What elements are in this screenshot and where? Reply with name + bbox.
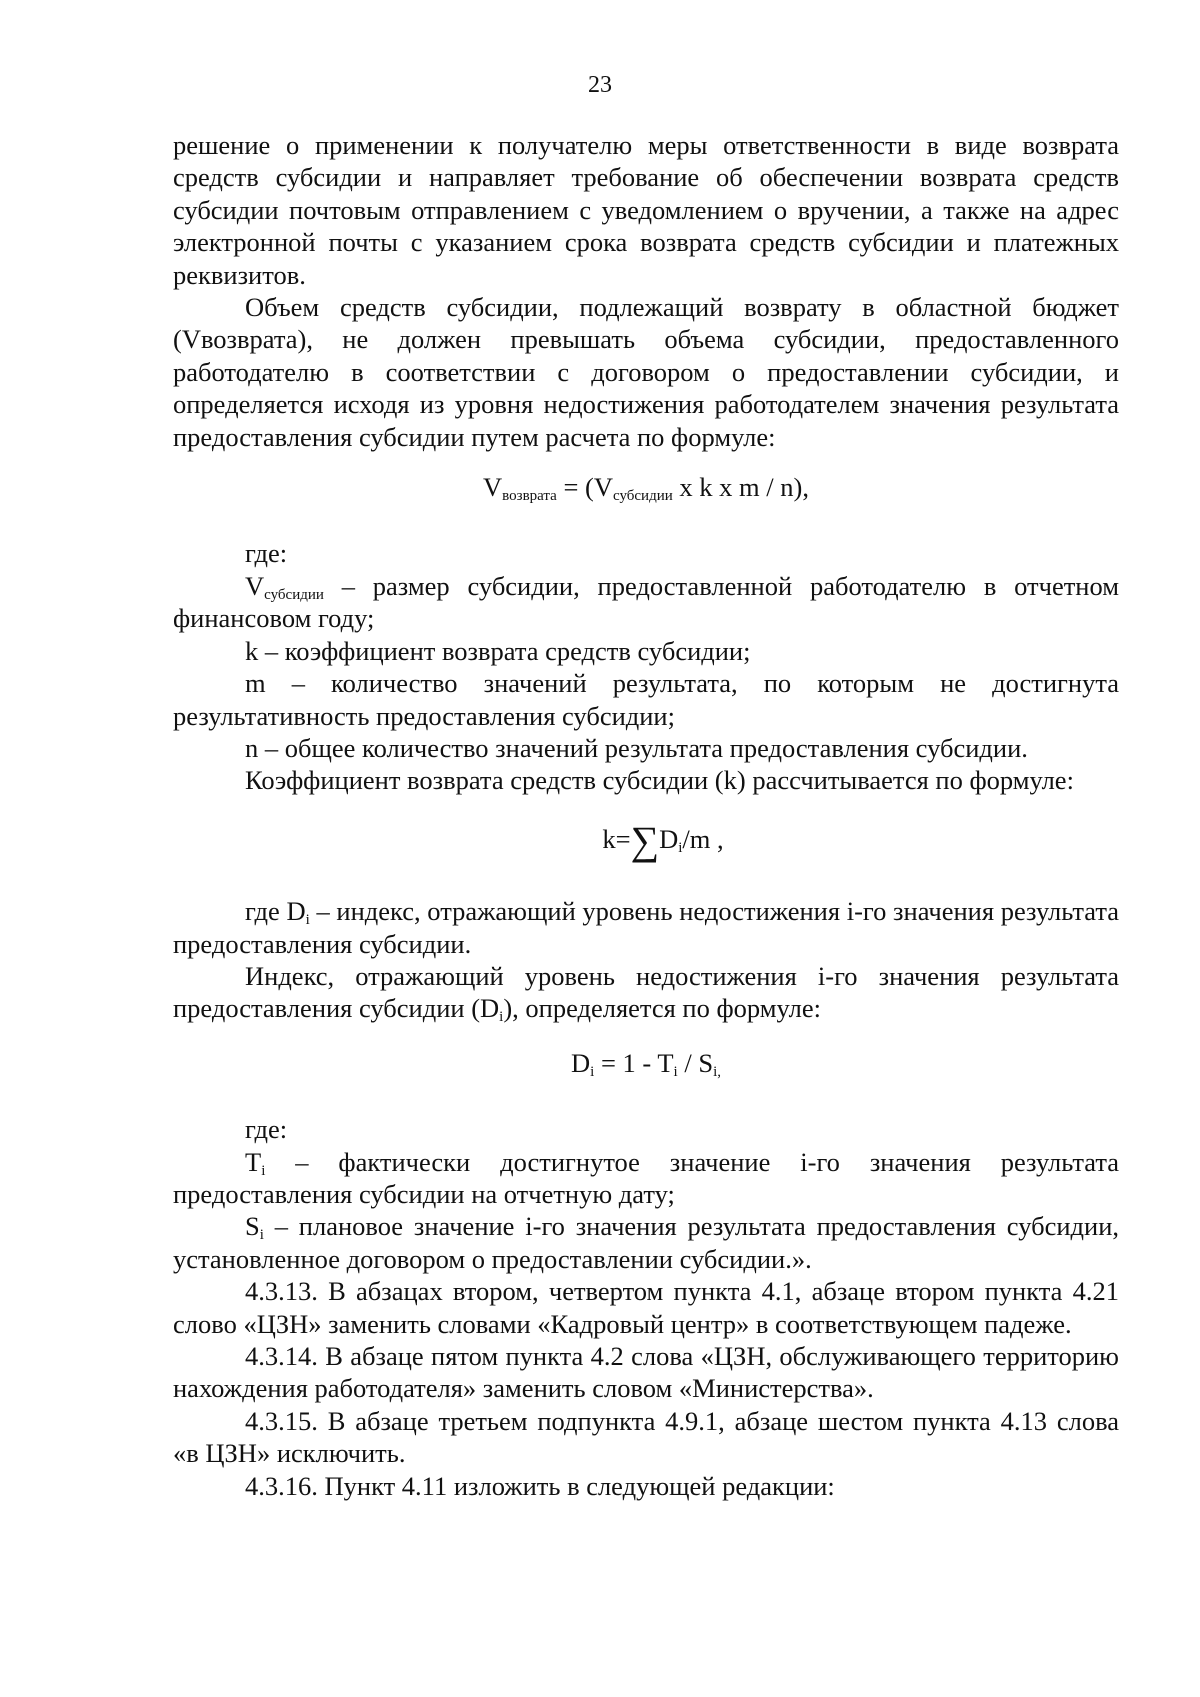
formula-k <box>173 817 1119 863</box>
formula2-d: D <box>659 823 679 854</box>
si-symbol: S <box>245 1211 260 1242</box>
ti-text: – фактически достигнутое значение i-го значения результата предоставления субсидии на отчетную дату; <box>173 1146 1119 1209</box>
vsub-text: – размер субсидии, предоставленной работодателю в отчетном финансовом году; <box>173 570 1119 634</box>
paragraph-decision: решение о применении к получателю меры ответственности в виде возврата средств субсидии и направляет требование об обеспечении возврата средств субсидии почтовым отправлением с уведомлением о вручении, а также на адрес электронной почты с указанием срока возврата средств субсидии и платежных реквизитов. <box>173 130 1119 290</box>
ti-subscript: i <box>261 1162 266 1179</box>
formula2-d-sub: i <box>678 839 683 856</box>
formula2-tail: /m <box>682 823 711 854</box>
definition-m: m – количество значений результата, по которым не достигнута результативность предоставления субсидии; <box>173 668 1119 731</box>
paragraph-di-intro <box>173 960 1119 1025</box>
formula1-mid: = (V <box>556 472 613 503</box>
formula3-d: D <box>571 1047 591 1078</box>
si-subscript: i <box>259 1227 264 1244</box>
formula3-s-sub: i, <box>713 1063 721 1080</box>
paragraph-4-3-14: 4.3.14. В абзаце пятом пункта 4.2 слова «ЦЗН, обслуживающего территорию нахождения работодателя» заменить словом «Министерства». <box>173 1341 1119 1404</box>
di-intro-sub: i <box>499 1009 504 1026</box>
di-where-a: где D <box>245 896 306 927</box>
definition-si <box>173 1210 1119 1275</box>
si-text: – плановое значение i-го значения результата предоставления субсидии, установленное договором о предоставлении субсидии.». <box>173 1211 1119 1274</box>
paragraph-k-intro: Коэффициент возврата средств субсидии (k) рассчитывается по формуле: <box>245 765 1074 796</box>
paragraph-4-3-13: 4.3.13. В абзацах втором, четвертом пункта 4.1, абзаце втором пункта 4.21 слово «ЦЗН» заменить словами «Кадровый центр» в соответствующем падеже. <box>173 1276 1119 1339</box>
ti-symbol: T <box>245 1146 262 1177</box>
formula3-mid: = 1 - T <box>594 1047 674 1078</box>
paragraph-4-3-16: 4.3.16. Пункт 4.11 изложить в следующей редакции: <box>245 1470 835 1501</box>
paragraph-return-volume: Объем средств субсидии, подлежащий возврату в областной бюджет (Vвозврата), не должен превышать объема субсидии, предоставленного работодателю в соответствии с договором о предоставлении субсидии, и определяется исходя из уровня недостижения работодателем значения результата предоставления субсидии путем расчета по формуле: <box>173 292 1119 452</box>
document-body <box>173 129 1119 1502</box>
vsub-symbol: V <box>245 570 265 601</box>
formula1-vsub-sub: субсидии <box>613 488 673 505</box>
formula-di <box>173 1047 1119 1079</box>
where-label-2: где: <box>245 1114 288 1145</box>
sigma-icon: ∑ <box>630 817 660 863</box>
definition-n: n – общее количество значений результата предоставления субсидии. <box>245 732 1028 763</box>
page-number: 23 <box>588 72 612 98</box>
paragraph-di-where <box>173 895 1119 960</box>
definition-k: k – коэффициент возврата средств субсидии; <box>245 635 751 666</box>
di-where-sub: i <box>305 912 310 929</box>
formula3-d-sub: i <box>590 1063 595 1080</box>
di-intro-a: Индекс, отражающий уровень недостижения i-го значения результата предоставления субсидии (D <box>173 960 1119 1024</box>
formula3-t-sub: i <box>673 1063 678 1080</box>
paragraph-4-3-15: 4.3.15. В абзаце третьем подпункта 4.9.1, абзаце шестом пункта 4.13 слова «в ЦЗН» исключить. <box>173 1405 1119 1469</box>
formula1-v-sub: возврата <box>502 488 557 505</box>
formula2-lhs: k= <box>602 823 631 854</box>
di-intro-b: ), определяется по формуле: <box>503 993 821 1024</box>
formula3-slash: / S <box>677 1047 714 1078</box>
di-where-b: – индекс, отражающий уровень недостижения i-го значения результата предоставления субсидии. <box>173 896 1119 959</box>
formula1-tail: x k x m / n), <box>672 472 809 503</box>
vsub-subscript: субсидии <box>264 586 324 603</box>
formula-return-volume <box>173 471 1119 503</box>
definition-ti <box>173 1146 1119 1211</box>
definition-vsub <box>173 570 1119 635</box>
formula2-comma: , <box>710 823 724 854</box>
where-label-1: где: <box>245 538 288 569</box>
formula1-v: V <box>483 472 503 503</box>
